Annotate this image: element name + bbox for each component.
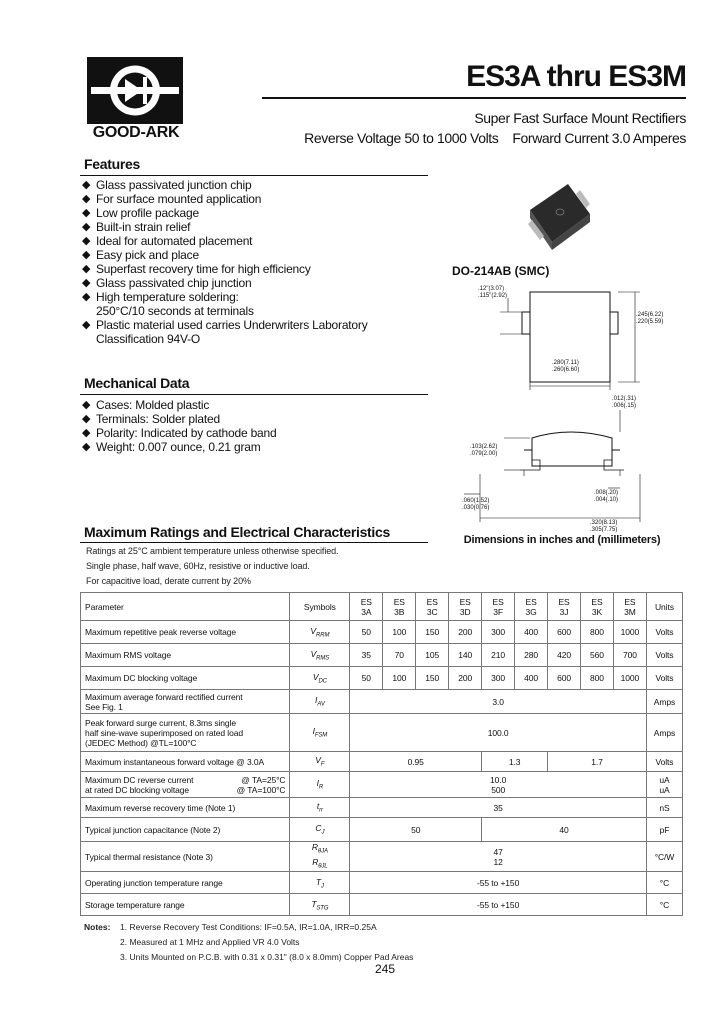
table-row: Maximum reverse recovery time (Note 1) $t_{rr}$ 35 nS: [81, 798, 683, 818]
dim-height-2: .079(2.00): [470, 451, 498, 457]
package-photo-icon: [522, 176, 598, 258]
ratings-conditions: [86, 544, 338, 589]
diode-logo-icon: [87, 57, 183, 124]
spec-line: [262, 130, 686, 146]
side-view-outline: [464, 410, 640, 522]
brand-name: GOOD-ARK: [92, 124, 180, 141]
ratings-rule: [80, 542, 428, 543]
feature-item: ◆ Easy pick and place: [82, 248, 427, 262]
forward-current: Forward Current 3.0 Amperes: [512, 130, 686, 146]
reverse-voltage: Reverse Voltage 50 to 1000 Volts: [304, 130, 499, 146]
table-row: Peak forward surge current, 8.3ms single half sine-wave superimposed on rated load (JEDEC Method) @TL=100°C $I_{FSM}$ 100.0 Amps: [81, 714, 683, 752]
header-device: ES 3F: [482, 593, 515, 621]
mechanical-item: ◆ Weight: 0.007 ounce, 0.21 gram: [82, 440, 427, 454]
table-row: Maximum repetitive peak reverse voltage $V_{RRM}$ 50 100 150 200 300 400 600 800 1000 Volts: [81, 621, 683, 644]
dim-total-1: .320(8.13): [590, 520, 618, 526]
mechanical-title: Mechanical Data: [84, 375, 190, 391]
header-device: ES 3K: [581, 593, 614, 621]
ratings-table: [80, 592, 683, 916]
table-row: Typical thermal resistance (Note 3) $R_{\theta JA}$ $R_{\theta JL}$ 47 12 °C/W: [81, 842, 683, 872]
page-number: 245: [374, 962, 396, 976]
feature-item: ◆ High temperature soldering:: [82, 290, 427, 304]
top-view-outline: [500, 292, 640, 390]
package-drawing: [440, 170, 700, 550]
table-row: Typical junction capacitance (Note 2) $C_J$ 50 40 pF: [81, 818, 683, 842]
header-units: Units: [646, 593, 682, 621]
dim-foot-2: .004(.10): [594, 497, 619, 503]
dim-body-height-2: .220(5.59): [636, 319, 664, 325]
subtitle: Super Fast Surface Mount Rectifiers: [474, 110, 686, 126]
feature-item-continuation: Classification 94V-O: [96, 332, 201, 346]
features-rule: [80, 175, 428, 176]
dimensions-caption: Dimensions in inches and (millimeters): [463, 534, 661, 546]
feature-item: ◆ Low profile package: [82, 206, 427, 220]
table-row: Maximum instantaneous forward voltage @ 3.0A $V_F$ 0.95 1.3 1.7 Volts: [81, 752, 683, 772]
dim-foot-1: .008(.20): [594, 490, 619, 496]
package-outline-diagram: [440, 170, 700, 550]
mechanical-item: ◆ Terminals: Solder plated: [82, 412, 427, 426]
feature-item: ◆ For surface mounted application: [82, 192, 427, 206]
header-parameter: Parameter: [81, 593, 290, 621]
table-row: Maximum RMS voltage $V_{RMS}$ 35 70 105 140 210 280 420 560 700 Volts: [81, 644, 683, 667]
mechanical-rule: [80, 394, 428, 395]
features-title: Features: [84, 156, 140, 172]
package-label: DO-214AB (SMC): [452, 264, 550, 278]
dim-total-2: .305(7.75): [590, 527, 618, 533]
header-device: ES 3J: [548, 593, 581, 621]
dim-body-height-1: .245(6.22): [636, 312, 664, 318]
table-row: Storage temperature range $T_{STG}$ -55 to +150 °C: [81, 894, 683, 916]
mechanical-item: ◆ Polarity: Indicated by cathode band: [82, 426, 427, 440]
mechanical-item: ◆ Cases: Molded plastic: [82, 398, 427, 412]
note-item: 2. Measured at 1 MHz and Applied VR 4.0 Volts: [120, 937, 300, 947]
mechanical-list: [82, 398, 427, 454]
feature-item-continuation: 250°C/10 seconds at terminals: [96, 304, 254, 318]
header-symbols: Symbols: [290, 593, 350, 621]
footer-notes: [84, 920, 413, 965]
table-row: Operating junction temperature range $T_J$ -55 to +150 °C: [81, 872, 683, 894]
dim-lead-thickness-1: .012(.31): [612, 396, 637, 402]
header-device: ES 3G: [515, 593, 548, 621]
table-row: Maximum average forward rectified current See Fig. 1 $I_{AV}$ 3.0 Amps: [81, 690, 683, 714]
note-item: 1. Reverse Recovery Test Conditions: IF=0.5A, IR=1.0A, IRR=0.25A: [120, 922, 377, 932]
dim-height-1: .103(2.62): [470, 444, 498, 450]
condition-line: For capacitive load, derate current by 20%: [86, 576, 251, 586]
dim-lead-width-2: .115"(2.92): [478, 293, 508, 299]
header-device: ES 3A: [350, 593, 383, 621]
condition-line: Single phase, half wave, 60Hz, resistive or inductive load.: [86, 561, 310, 571]
page-title: ES3A thru ES3M: [466, 60, 686, 93]
dim-pad-2: .030(0.76): [462, 505, 490, 511]
table-row: Maximum DC reverse current @ TA=25°C at rated DC blocking voltage @ TA=100°C $I_R$ 10.0 500 uA uA: [81, 772, 683, 798]
feature-item: ◆ Plastic material used carries Underwriters Laboratory: [82, 318, 427, 332]
features-list: [82, 178, 427, 346]
header-device: ES 3M: [613, 593, 646, 621]
feature-item: ◆ Ideal for automated placement: [82, 234, 427, 248]
notes-label: Notes:: [84, 922, 111, 932]
title-rule: [262, 97, 686, 99]
dim-lead-thickness-2: .006(.15): [612, 403, 637, 409]
feature-item: ◆ Glass passivated junction chip: [82, 178, 427, 192]
feature-item: ◆ Glass passivated chip junction: [82, 276, 427, 290]
dim-pad-1: .060(1.52): [462, 498, 490, 504]
dim-body-length-1: .280(7.11): [552, 360, 579, 366]
dim-lead-width-1: .12"(3.07): [478, 286, 505, 292]
header-device: ES 3C: [416, 593, 449, 621]
feature-item: ◆ Superfast recovery time for high efficiency: [82, 262, 427, 276]
good-ark-logo: [87, 57, 183, 124]
header-device: ES 3B: [383, 593, 416, 621]
header-device: ES 3D: [449, 593, 482, 621]
dim-body-length-2: .260(6.60): [552, 367, 580, 373]
feature-item: ◆ Built-in strain relief: [82, 220, 427, 234]
condition-line: Ratings at 25°C ambient temperature unless otherwise specified.: [86, 546, 339, 556]
table-header-row: [81, 593, 683, 621]
note-item: 3. Units Mounted on P.C.B. with 0.31 x 0.31" (8.0 x 8.0mm) Copper Pad Areas: [120, 952, 414, 962]
table-row: Maximum DC blocking voltage $V_{DC}$ 50 100 150 200 300 400 600 800 1000 Volts: [81, 667, 683, 690]
ratings-title: Maximum Ratings and Electrical Characteristics: [84, 524, 390, 540]
